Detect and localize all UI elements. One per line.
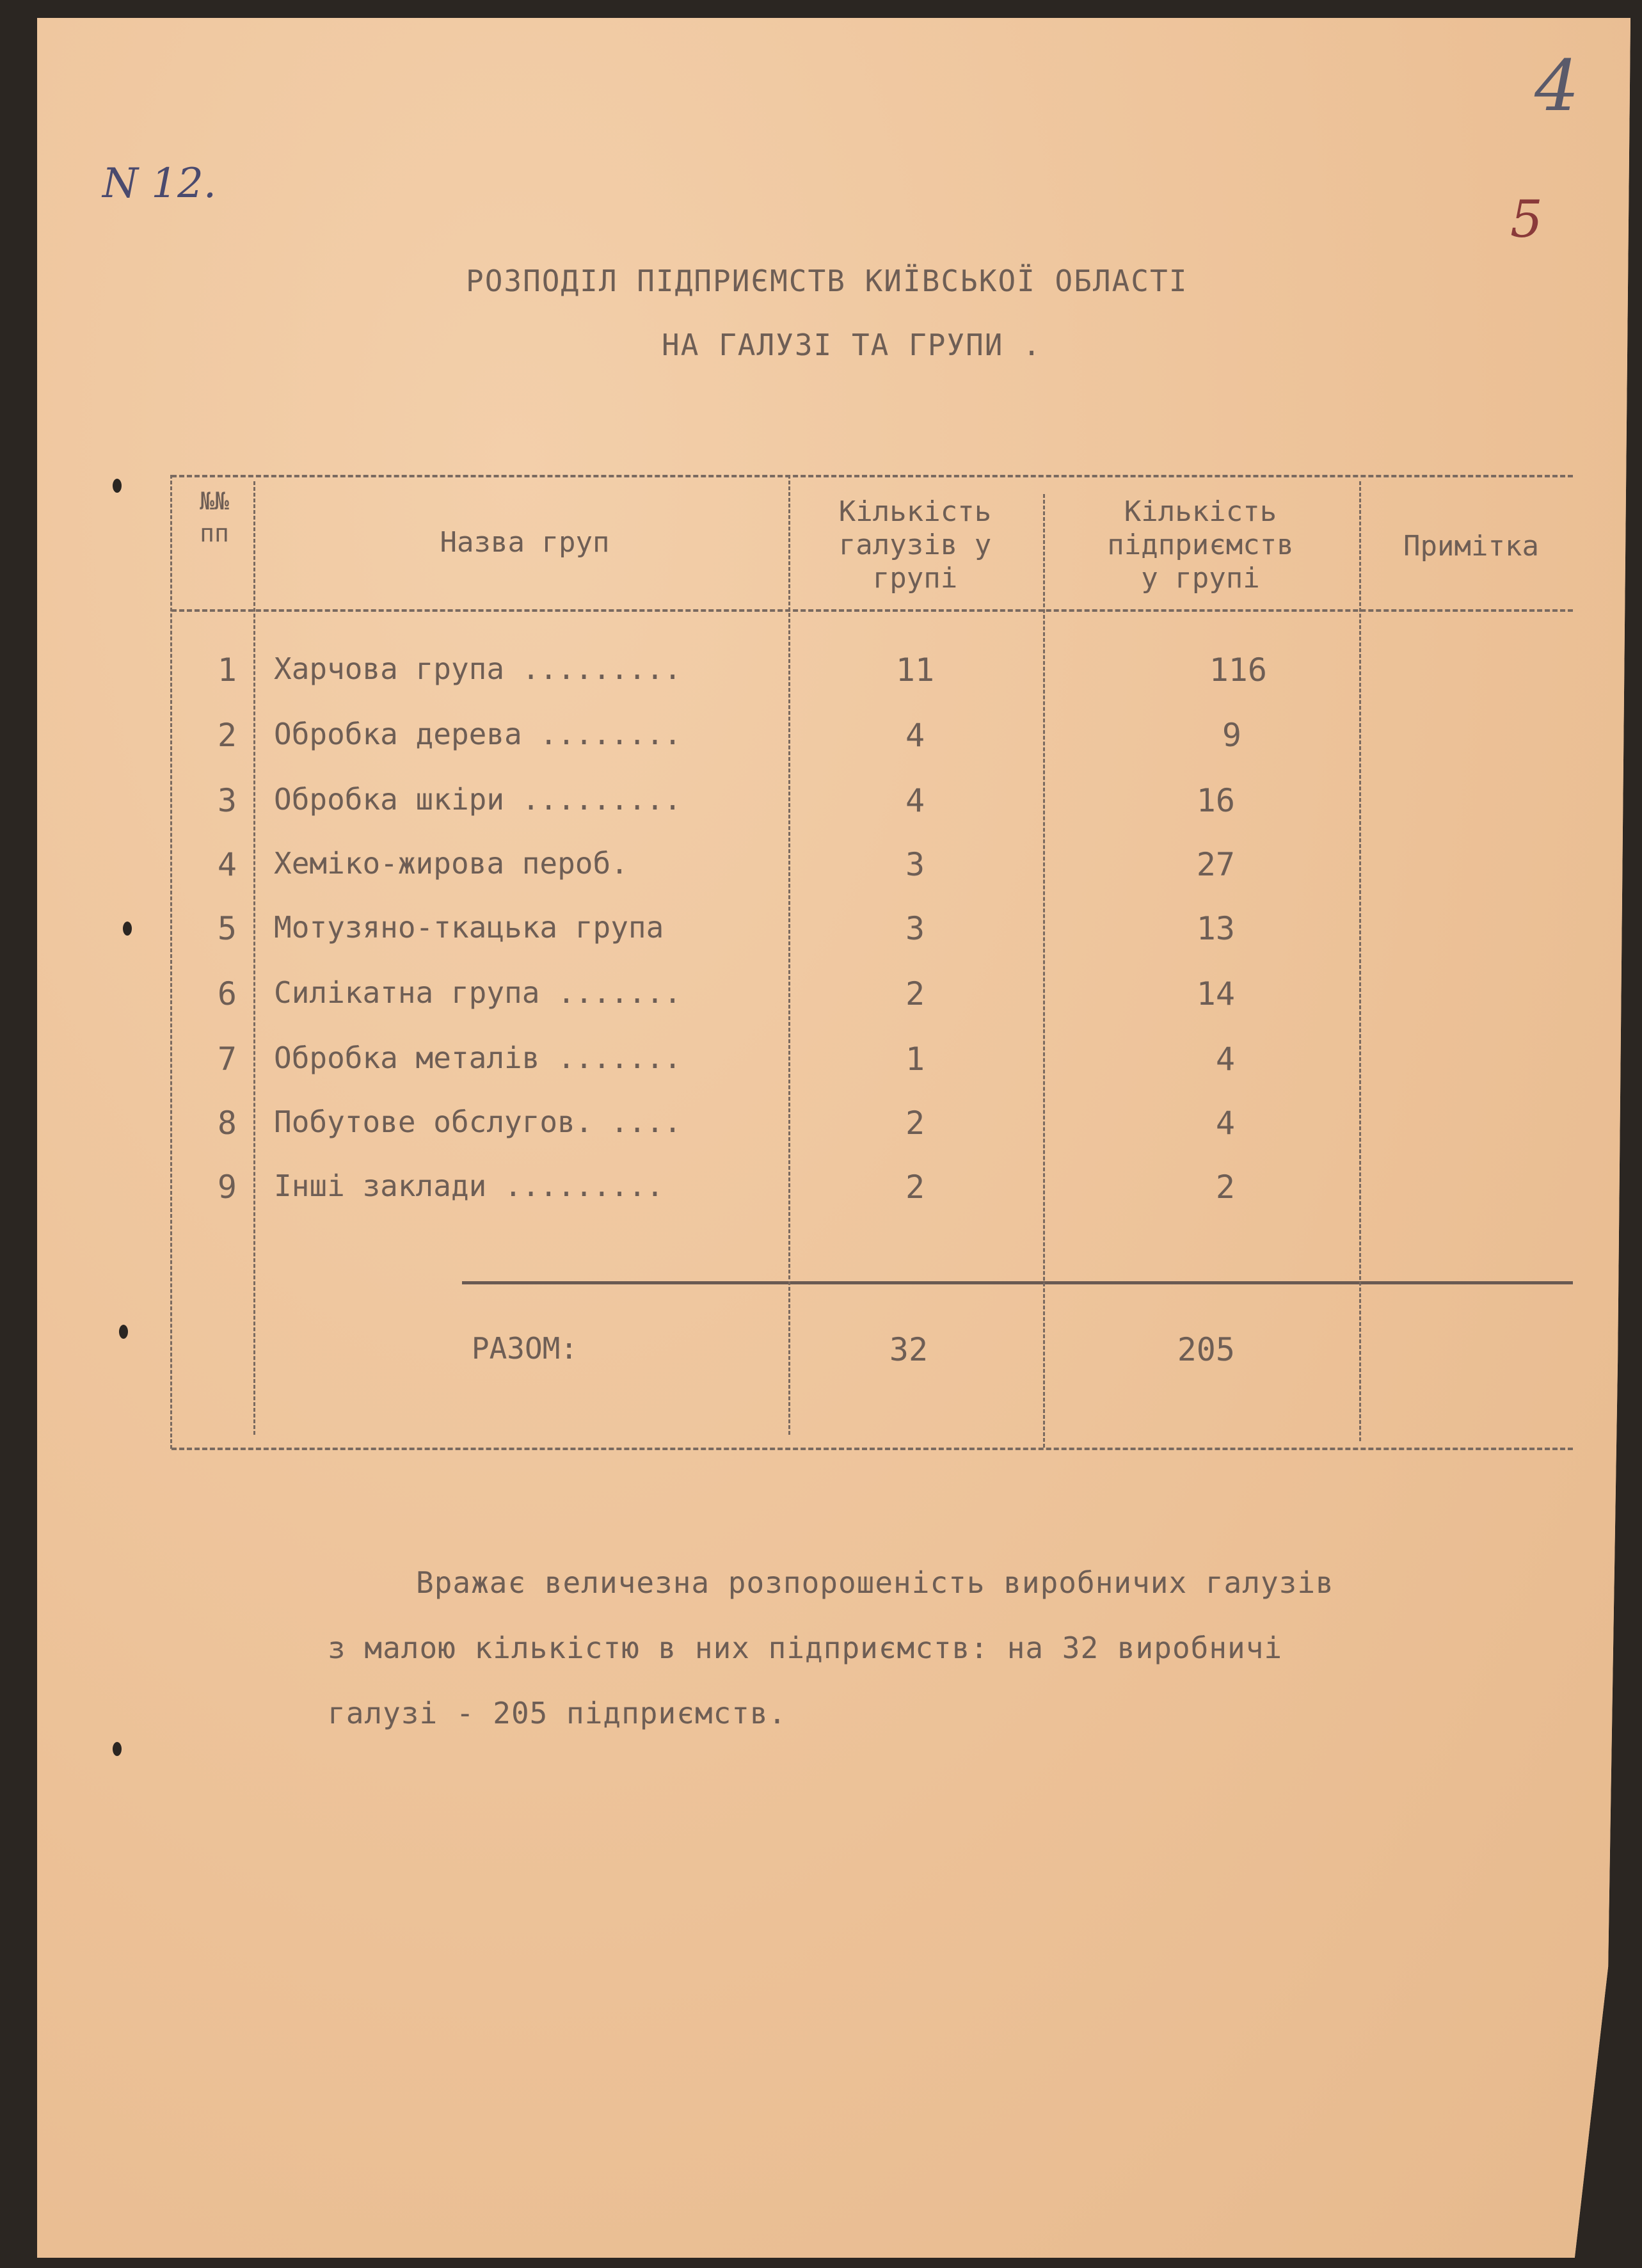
row-name: Побутове обслугов. .... — [274, 1105, 682, 1139]
row-branches: 4 — [905, 782, 925, 819]
row-branches: 2 — [905, 1169, 925, 1206]
table-bottom-border — [171, 1448, 1573, 1450]
row-number: 9 — [217, 1169, 237, 1206]
table-row — [0, 975, 1642, 1039]
total-label: РАЗОМ: — [471, 1331, 578, 1366]
row-enterprises: 2 — [1215, 1169, 1235, 1206]
total-rule — [462, 1281, 1573, 1284]
row-name: Силікатна група ....... — [274, 975, 682, 1010]
header-note: Примітка — [1403, 530, 1539, 563]
row-enterprises: 13 — [1196, 910, 1235, 947]
row-name: Хеміко-жирова пероб. — [274, 846, 628, 881]
table-row — [0, 717, 1642, 781]
page-number: 4 — [1534, 45, 1579, 127]
row-number: 8 — [217, 1105, 237, 1142]
row-branches: 1 — [905, 1041, 925, 1078]
row-number: 5 — [217, 910, 237, 947]
header-branches-line-3: групі — [872, 562, 958, 595]
row-name: Обробка металів ....... — [274, 1041, 682, 1075]
header-name: Назва груп — [440, 526, 610, 559]
row-name: Обробка дерева ........ — [274, 717, 682, 751]
header-enterprises-line-1: Кількість — [1124, 495, 1277, 528]
row-enterprises: 4 — [1215, 1041, 1235, 1078]
row-name: Харчова група ......... — [274, 651, 682, 686]
table-header-border — [171, 609, 1573, 612]
header-enterprises-line-2: підприємств — [1107, 529, 1294, 561]
row-branches: 3 — [905, 846, 925, 883]
row-name: Інші заклади ......... — [274, 1169, 664, 1203]
header-enterprises-line-3: у групі — [1141, 562, 1260, 595]
paragraph-line-3: галузі - 205 підприємств. — [328, 1696, 787, 1730]
row-number: 7 — [217, 1041, 237, 1078]
row-enterprises: 27 — [1196, 846, 1235, 883]
header-number-line-2: пп — [200, 519, 229, 547]
punch-hole — [113, 1742, 122, 1756]
table-row — [0, 1041, 1642, 1105]
paragraph-line-2: з малою кількістю в них підприємств: на 32 виробничі — [328, 1631, 1283, 1665]
total-branches: 32 — [889, 1331, 929, 1368]
table-row — [0, 782, 1642, 846]
table-row — [0, 1105, 1642, 1169]
row-number: 6 — [217, 975, 237, 1012]
row-branches: 2 — [905, 1105, 925, 1142]
row-enterprises: 9 — [1222, 717, 1241, 754]
row-enterprises: 16 — [1196, 782, 1235, 819]
row-enterprises: 116 — [1209, 651, 1267, 689]
page-title-line-1: РОЗПОДІЛ ПІДПРИЄМСТВ КИЇВСЬКОЇ ОБЛАСТІ — [466, 264, 1188, 298]
total-enterprises: 205 — [1177, 1331, 1235, 1368]
header-number — [179, 485, 250, 549]
row-number: 3 — [217, 782, 237, 819]
row-name: Мотузяно-ткацька група — [274, 910, 664, 945]
row-branches: 2 — [905, 975, 925, 1012]
row-enterprises: 4 — [1215, 1105, 1235, 1142]
header-branches-line-2: галузів у — [838, 529, 992, 561]
header-number-line-1: №№ — [200, 487, 229, 515]
row-enterprises: 14 — [1196, 975, 1235, 1012]
row-number: 2 — [217, 717, 237, 754]
table-top-border — [171, 475, 1573, 477]
header-branches — [793, 495, 1037, 595]
table-row — [0, 846, 1642, 910]
header-enterprises — [1047, 495, 1354, 595]
punch-hole — [113, 479, 122, 493]
paragraph-line-1: Вражає величезна розпорошеність виробничих галузів — [416, 1565, 1334, 1600]
row-number: 1 — [217, 651, 237, 689]
header-branches-line-1: Кількість — [838, 495, 992, 528]
table-row — [0, 651, 1642, 715]
row-branches: 3 — [905, 910, 925, 947]
table-row — [0, 1169, 1642, 1233]
row-number: 4 — [217, 846, 237, 883]
row-name: Обробка шкіри ......... — [274, 782, 682, 817]
page-title-line-2: НА ГАЛУЗІ ТА ГРУПИ . — [662, 328, 1042, 362]
document-number: N 12. — [102, 160, 217, 207]
corner-mark: 5 — [1510, 189, 1543, 249]
table-row — [0, 910, 1642, 974]
table-total-row — [0, 1331, 1642, 1395]
row-branches: 11 — [895, 651, 935, 689]
row-branches: 4 — [905, 717, 925, 754]
